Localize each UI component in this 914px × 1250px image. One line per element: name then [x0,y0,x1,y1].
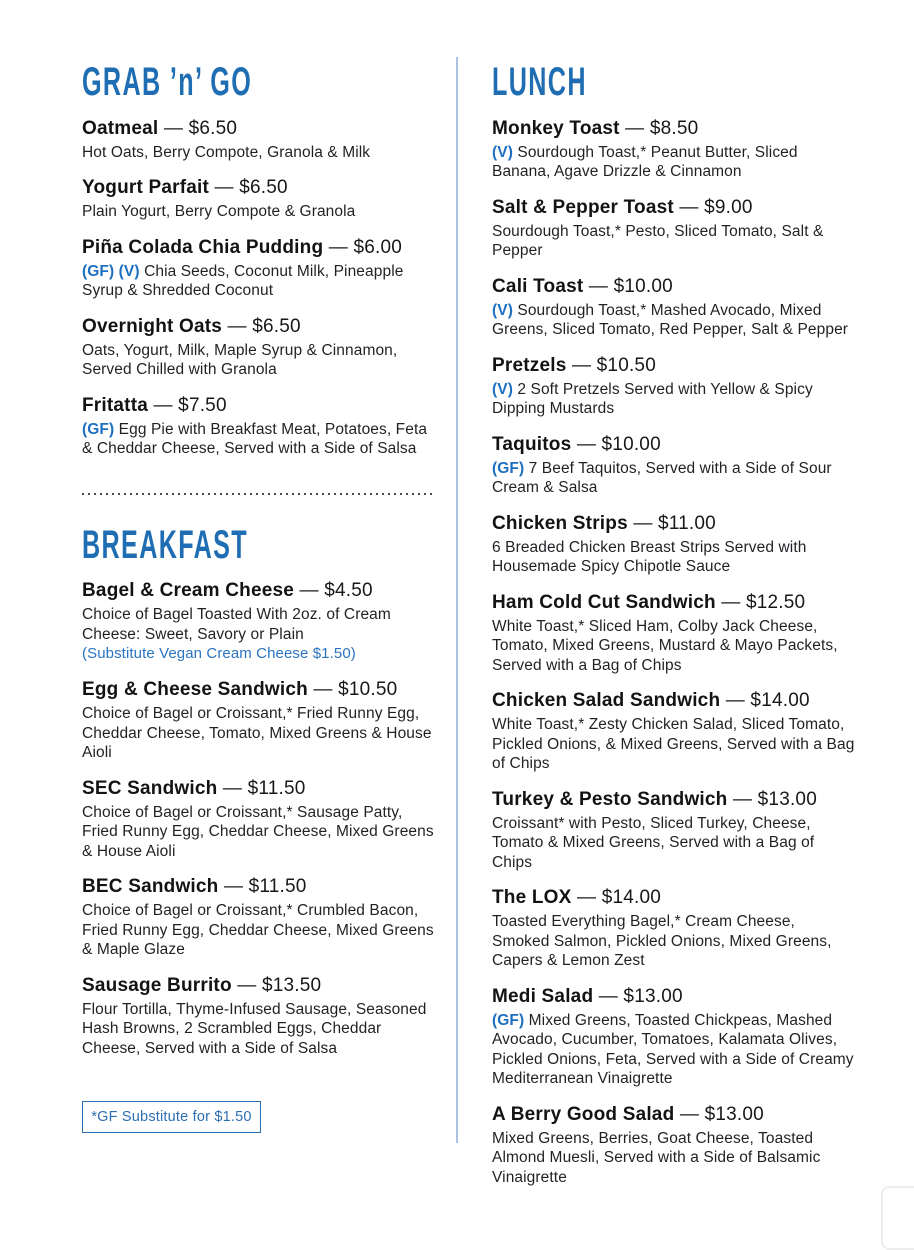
item-price: $13.00 [704,1103,764,1125]
item-desc: Choice of Bagel or Croissant,* Sausage Patty, Fried Runny Egg, Cheddar Cheese, Mixed Greens & House Aioli [82,803,434,860]
item-desc: 6 Breaded Chicken Breast Strips Served with Housemade Spicy Chipotle Sauce [492,538,807,576]
item-price: $10.00 [613,275,673,297]
item-price: $8.50 [649,117,699,139]
left-sections [82,59,435,1058]
item-name: The LOX [492,887,572,909]
diet-tag-v: (V) [492,301,513,319]
menu-item [492,886,856,971]
price-dash: — [571,433,602,455]
item-title-row [82,236,435,260]
item-title-row [492,433,856,457]
price-dash: — [720,690,751,712]
price-dash: — [583,275,614,297]
diet-tag-gf: (GF) [82,420,115,438]
price-dash: — [158,117,189,139]
section-title: LUNCH [492,59,587,104]
price-dash: — [566,354,597,376]
item-title-row [82,875,435,899]
menu-item [492,689,856,774]
price-dash: — [323,236,354,258]
menu-item [82,579,435,664]
item-desc: (V) Sourdough Toast,* Mashed Avocado, Mixed Greens, Sliced Tomato, Red Pepper, Salt & Pepper [492,301,849,339]
item-title-row [492,788,856,812]
right-sections [492,59,856,1187]
item-desc: Choice of Bagel Toasted With 2oz. of Cream Cheese: Sweet, Savory or Plain [82,606,391,643]
menu-item [492,117,856,182]
price-dash: — [627,512,659,534]
gf-substitute-box [82,1101,261,1133]
item-price: $11.00 [658,512,716,534]
menu-item [492,1103,856,1188]
item-title-row [492,591,856,615]
menu-item [492,433,856,498]
item-name: BEC Sandwich [82,876,219,898]
item-name: Bagel & Cream Cheese [82,580,295,602]
item-title-row [82,394,435,418]
column-divider [456,57,458,1143]
item-name: Cali Toast [492,275,584,297]
item-desc: Hot Oats, Berry Compote, Granola & Milk [82,143,371,161]
item-price: $14.00 [750,690,810,712]
menu-item [492,275,856,340]
item-price: $6.50 [252,315,301,337]
item-name: Chicken Salad Sandwich [492,690,721,712]
item-title-row [82,974,435,998]
item-desc: Sourdough Toast,* Pesto, Sliced Tomato, Salt & Pepper [492,222,824,260]
item-desc: (GF) Mixed Greens, Toasted Chickpeas, Mashed Avocado, Cucumber, Tomatoes, Kalamata Olives, Pickled Onions, Feta, Served with a Side of Creamy Mediterranean Vinaigrette [492,1011,854,1088]
price-dash: — [307,679,339,701]
item-title-row [492,985,856,1009]
item-desc: Croissant* with Pesto, Sliced Turkey, Cheese, Tomato & Mixed Greens, Served with a Bag of Chips [492,814,815,871]
price-dash: — [148,394,179,416]
item-title-row [492,689,856,713]
dotted-divider [82,493,435,495]
item-title-row [82,678,435,702]
item-price: $11.50 [248,876,307,898]
menu-item [82,974,435,1059]
item-title-row [82,176,435,200]
item-price: $13.50 [261,974,322,996]
menu-item [492,512,856,577]
diet-tag-v: (V) [118,262,140,280]
item-price: $10.50 [338,679,398,701]
item-name: Egg & Cheese Sandwich [82,679,308,701]
price-dash: — [231,974,262,996]
diet-tag-v: (V) [492,380,513,398]
price-dash: — [673,196,705,218]
item-desc: (GF) (V) Chia Seeds, Coconut Milk, Pineapple Syrup & Shredded Coconut [82,262,404,300]
item-price: $10.00 [601,433,661,455]
item-price: $12.50 [745,591,806,613]
menu-item [492,196,856,261]
item-desc: Mixed Greens, Berries, Goat Cheese, Toasted Almond Muesli, Served with a Side of Balsamic Vinaigrette [492,1129,821,1186]
menu-item [82,315,435,380]
item-name: Turkey & Pesto Sandwich [492,788,728,810]
price-dash: — [217,777,248,799]
left-column [82,59,435,1072]
item-price: $14.00 [601,887,662,909]
item-note: (Substitute Vegan Cream Cheese $1.50) [82,645,356,663]
item-name: Oatmeal [82,117,159,139]
diet-tag-gf: (GF) [82,262,115,280]
price-dash: — [222,315,253,337]
menu-item [492,591,856,676]
item-name: Taquitos [492,433,572,455]
item-price: $13.00 [757,788,817,810]
price-dash: — [209,177,240,199]
item-desc: Toasted Everything Bagel,* Cream Cheese, Smoked Salmon, Pickled Onions, Mixed Greens, Capers & Lemon Zest [492,913,832,970]
item-desc: Plain Yogurt, Berry Compote & Granola [82,203,356,221]
item-price: $11.50 [247,777,306,799]
item-name: Yogurt Parfait [82,177,210,199]
item-price: $10.50 [596,354,656,376]
diet-tag-gf: (GF) [492,1011,525,1029]
item-title-row [492,275,856,299]
item-name: Pretzels [492,354,567,376]
menu-item [82,236,435,301]
item-name: A Berry Good Salad [492,1103,675,1125]
item-price: $9.00 [704,196,753,218]
item-name: SEC Sandwich [82,777,218,799]
item-name: Chicken Strips [492,512,628,534]
item-price: $7.50 [178,394,227,416]
menu-item [492,354,856,419]
gf-substitute-label: *GF Substitute for $1.50 [91,1109,252,1125]
price-dash: — [218,876,249,898]
price-dash: — [674,1103,705,1125]
menu-item [492,788,856,873]
menu-item [82,394,435,459]
section-title: GRAB ’n’ GO [82,59,253,104]
right-column [492,59,856,1201]
item-desc: (GF) 7 Beef Taquitos, Served with a Side of Sour Cream & Salsa [492,459,832,497]
item-name: Medi Salad [492,985,594,1007]
price-dash: — [593,985,624,1007]
price-dash: — [294,580,325,602]
section-title: BREAKFAST [82,521,249,567]
item-name: Sausage Burrito [82,974,232,996]
item-desc: (V) Sourdough Toast,* Peanut Butter, Sliced Banana, Agave Drizzle & Cinnamon [492,143,798,181]
item-name: Overnight Oats [82,315,223,337]
item-desc: White Toast,* Zesty Chicken Salad, Sliced Tomato, Pickled Onions, & Mixed Greens, Served with a Bag of Chips [492,716,855,773]
price-dash: — [571,887,602,909]
menu-item [82,117,435,163]
price-dash: — [727,788,758,810]
item-title-row [492,354,856,378]
item-desc: Flour Tortilla, Thyme-Infused Sausage, Seasoned Hash Browns, 2 Scrambled Eggs, Cheddar Cheese, Served with a Side of Salsa [82,1000,427,1057]
diet-tag-gf: (GF) [492,459,525,477]
item-title-row [492,512,856,536]
item-title-row [492,196,856,220]
item-title-row [82,117,435,141]
item-name: Piña Colada Chia Pudding [82,236,324,258]
menu-item [492,985,856,1089]
item-desc: Choice of Bagel or Croissant,* Crumbled Bacon, Fried Runny Egg, Cheddar Cheese, Mixed Greens & Maple Glaze [82,902,434,959]
item-name: Salt & Pepper Toast [492,196,674,218]
menu-item [82,176,435,222]
diet-tag-v: (V) [492,143,513,161]
item-title-row [82,315,435,339]
item-name: Ham Cold Cut Sandwich [492,591,716,613]
item-title-row [492,1103,856,1127]
item-desc: White Toast,* Sliced Ham, Colby Jack Cheese, Tomato, Mixed Greens, Mustard & Mayo Packets, Served with a Bag of Chips [492,617,838,674]
price-dash: — [619,117,650,139]
menu-item [82,777,435,862]
item-price: $6.00 [353,236,402,258]
item-desc: Oats, Yogurt, Milk, Maple Syrup & Cinnamon, Served Chilled with Granola [82,341,398,379]
item-price: $4.50 [324,580,373,602]
item-name: Fritatta [82,394,148,416]
corner-artifact [881,1186,914,1250]
item-title-row [82,777,435,801]
item-title-row [492,117,856,141]
item-title-row [82,579,435,603]
menu-item [82,678,435,763]
menu-item [82,875,435,960]
item-price: $6.50 [188,117,238,139]
item-desc: (GF) Egg Pie with Breakfast Meat, Potatoes, Feta & Cheddar Cheese, Served with a Side of Salsa [82,420,428,458]
item-desc: Choice of Bagel or Croissant,* Fried Runny Egg, Cheddar Cheese, Tomato, Mixed Greens & House Aioli [82,705,432,762]
price-dash: — [715,591,746,613]
item-price: $13.00 [623,985,683,1007]
item-price: $6.50 [239,177,288,199]
item-desc: (V) 2 Soft Pretzels Served with Yellow & Spicy Dipping Mustards [492,380,813,418]
item-title-row [492,886,856,910]
item-name: Monkey Toast [492,117,620,139]
